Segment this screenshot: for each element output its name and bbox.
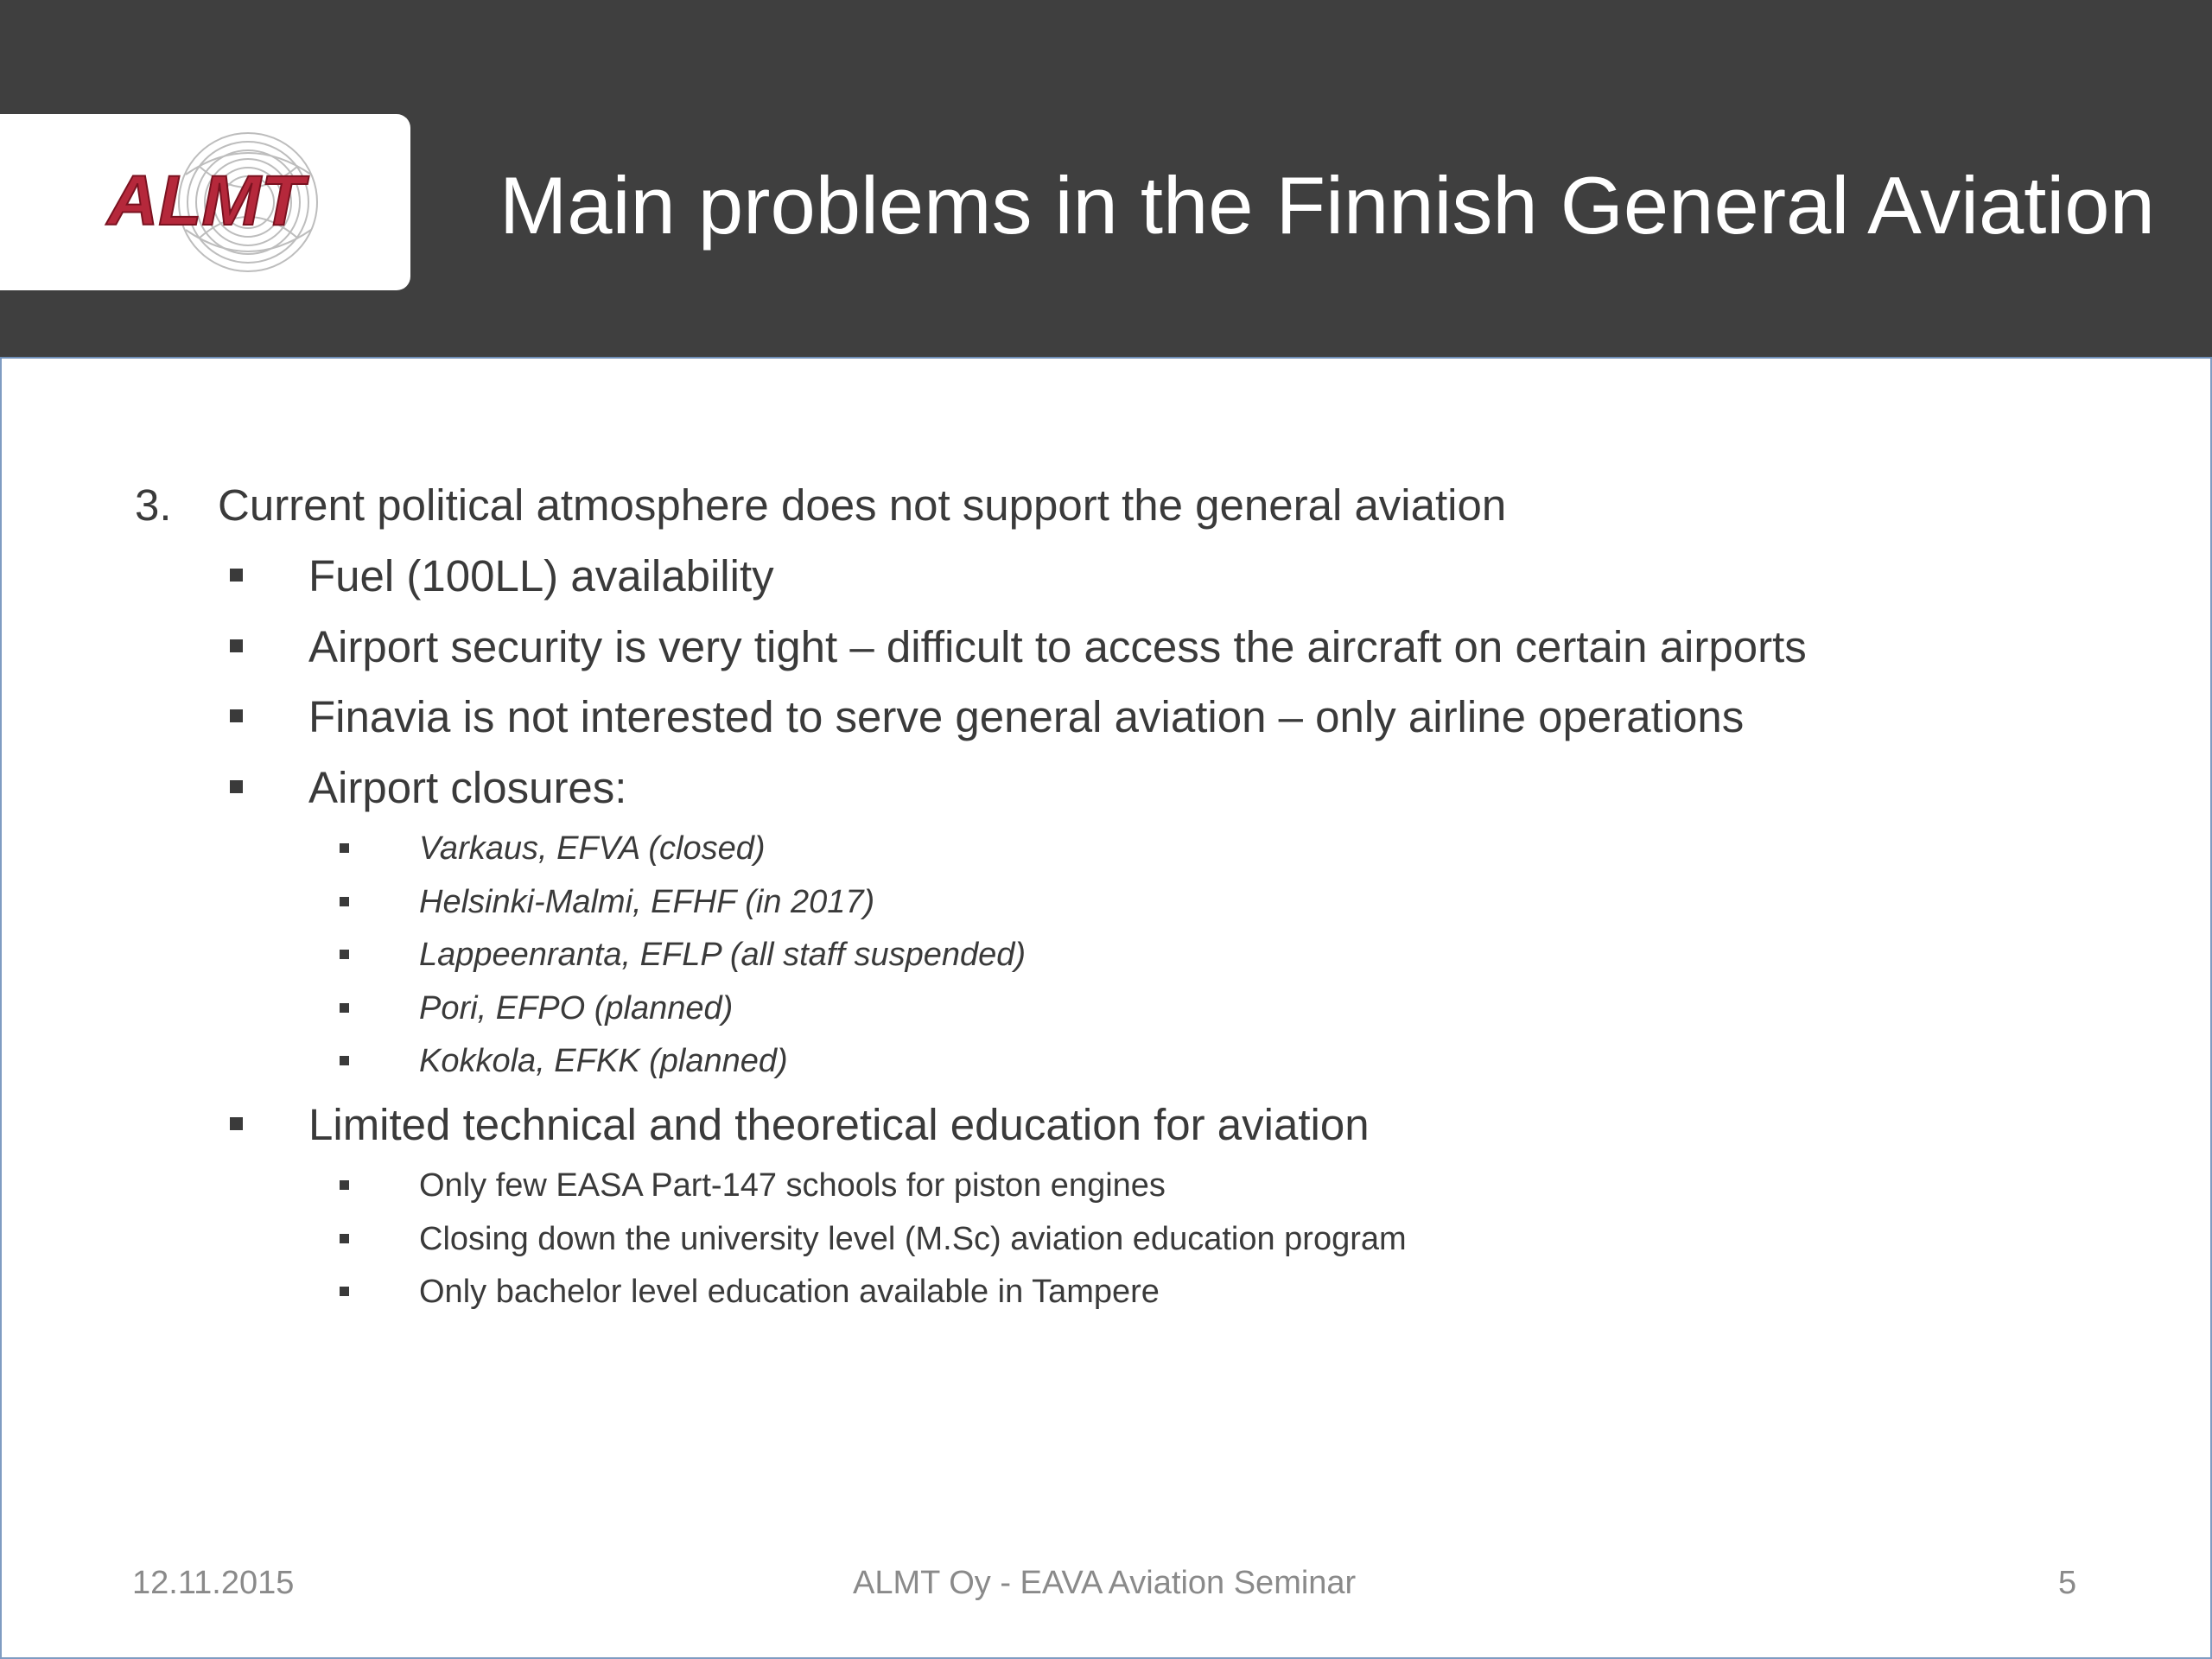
sub-bullet-marker bbox=[340, 1003, 349, 1013]
bullet-marker bbox=[230, 1117, 243, 1130]
sub-bullet-marker bbox=[340, 843, 349, 853]
sub-bullet-marker bbox=[340, 950, 349, 959]
sub-bullet-marker bbox=[340, 1180, 349, 1190]
bullet-marker bbox=[230, 569, 243, 582]
sub-bullet-marker bbox=[340, 1234, 349, 1243]
bullet-marker bbox=[230, 639, 243, 652]
point-number: 3. bbox=[135, 480, 172, 530]
bullet-security: Airport security is very tight – difficult to access the aircraft on certain airports bbox=[308, 622, 1807, 671]
slide-title: Main problems in the Finnish General Aviation bbox=[499, 160, 2155, 251]
sub-bullet-marker bbox=[340, 1287, 349, 1296]
closure-item: Lappeenranta, EFLP (all staff suspended) bbox=[419, 937, 1027, 973]
bullet-closures: Airport closures: bbox=[308, 763, 627, 812]
closure-item: Kokkola, EFKK (planned) bbox=[419, 1043, 788, 1079]
footer-date: 12.11.2015 bbox=[132, 1565, 295, 1601]
sub-bullet-marker bbox=[340, 1056, 349, 1065]
bullet-finavia: Finavia is not interested to serve general aviation – only airline operations bbox=[308, 692, 1745, 741]
education-item: Only bachelor level education available in Tampere bbox=[419, 1274, 1160, 1310]
bullet-marker bbox=[230, 709, 243, 722]
footer-center: ALMT Oy - EAVA Aviation Seminar bbox=[853, 1565, 1357, 1601]
bullet-fuel: Fuel (100LL) availability bbox=[308, 551, 774, 601]
closure-item: Varkaus, EFVA (closed) bbox=[419, 830, 766, 867]
logo-text: ALMT bbox=[107, 162, 304, 240]
sub-bullet-marker bbox=[340, 897, 349, 906]
closure-item: Helsinki-Malmi, EFHF (in 2017) bbox=[419, 884, 875, 920]
closure-item: Pori, EFPO (planned) bbox=[419, 990, 734, 1027]
education-item: Closing down the university level (M.Sc) aviation education program bbox=[419, 1221, 1407, 1257]
bullet-marker bbox=[230, 780, 243, 793]
bullet-education: Limited technical and theoretical education for aviation bbox=[308, 1100, 1370, 1149]
point-text: Current political atmosphere does not support the general aviation bbox=[218, 480, 1507, 530]
page-number: 5 bbox=[2058, 1565, 2077, 1601]
education-item: Only few EASA Part-147 schools for piston engines bbox=[419, 1167, 1166, 1204]
